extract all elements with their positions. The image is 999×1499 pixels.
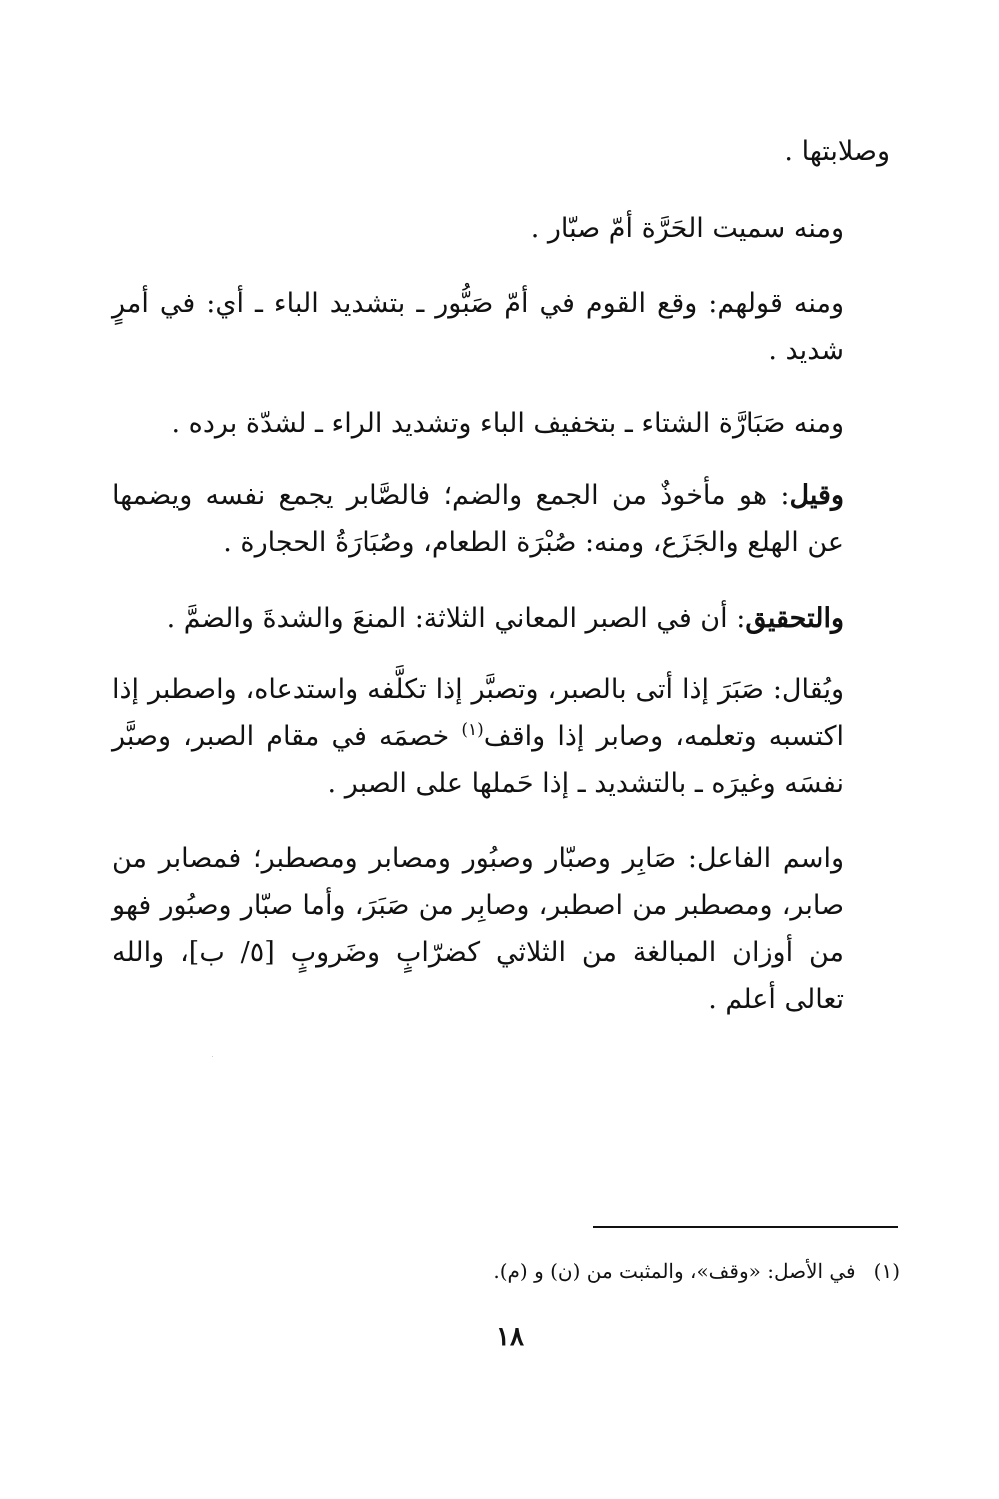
paragraph-lead: والتحقيق	[745, 603, 844, 634]
page-number: ١٨	[496, 1322, 524, 1352]
footnote-number: (١)	[873, 1259, 900, 1283]
footnote-separator	[593, 1226, 898, 1228]
paragraph-7	[112, 666, 890, 807]
paragraph-text: وصلابتها .	[784, 136, 890, 167]
paragraph-text: : هو مأخوذٌ من الجمع والضم؛ فالصَّابر يجمع نفسه ويضمها عن الهلع والجَزَع، ومنه: صُبْرَة الطعام، وصُبَارَةُ الحجارة .	[112, 480, 844, 558]
main-text	[112, 0, 890, 1015]
paragraph-2	[112, 205, 890, 252]
paragraph-5	[112, 472, 890, 566]
paragraph-3	[112, 280, 890, 374]
paragraph-4	[112, 400, 890, 447]
paragraph-6	[112, 595, 890, 642]
paragraph-text: ومنه صَبَارَّة الشتاء ـ بتخفيف الباء وتشديد الراء ـ لشدّة برده .	[171, 408, 844, 439]
paragraph-lead: وقيل	[789, 480, 844, 511]
paragraph-text: : أن في الصبر المعاني الثلاثة: المنعَ والشدةَ والضمَّ .	[166, 603, 746, 634]
paragraph-text: ومنه قولهم: وقع القوم في أمّ صَبُّور ـ بتشديد الباء ـ أي: في أمرٍ شديد .	[112, 288, 844, 366]
scan-speck	[212, 1056, 213, 1057]
paragraph-text: ويُقال: صَبَرَ إذا أتى بالصبر، وتصبَّر إذا تكلَّفه واستدعاه، واصطبر إذا اكتسبه وتعلمه، وصابر إذا واقف	[112, 674, 844, 752]
footnote	[380, 1256, 900, 1286]
paragraph-8	[112, 835, 890, 1023]
paragraph-1	[112, 128, 890, 175]
paragraph-text-continued: خصمَه في مقام الصبر، وصبَّر نفسَه وغيرَه ـ بالتشديد ـ إذا حَملها على الصبر .	[112, 721, 844, 799]
paragraph-text: واسم الفاعل: صَابِر وصبّار وصبُور ومصابر ومصطبر؛ فمصابر من صابر، ومصطبر من اصطبر، وصابِر من صَبَرَ، وأما صبّار وصبُور فهو من أوزان المبالغة من الثلاثي كضرّابٍ وضَروبٍ [٥/ ب]، والله تعالى أعلم .	[112, 843, 845, 1015]
footnote-text: في الأصل: «وقف»، والمثبت من (ن) و (م).	[493, 1259, 856, 1283]
footnote-reference[interactable]: (١)	[461, 720, 484, 740]
paragraph-text: ومنه سميت الحَرَّة أمّ صبّار .	[530, 213, 844, 244]
